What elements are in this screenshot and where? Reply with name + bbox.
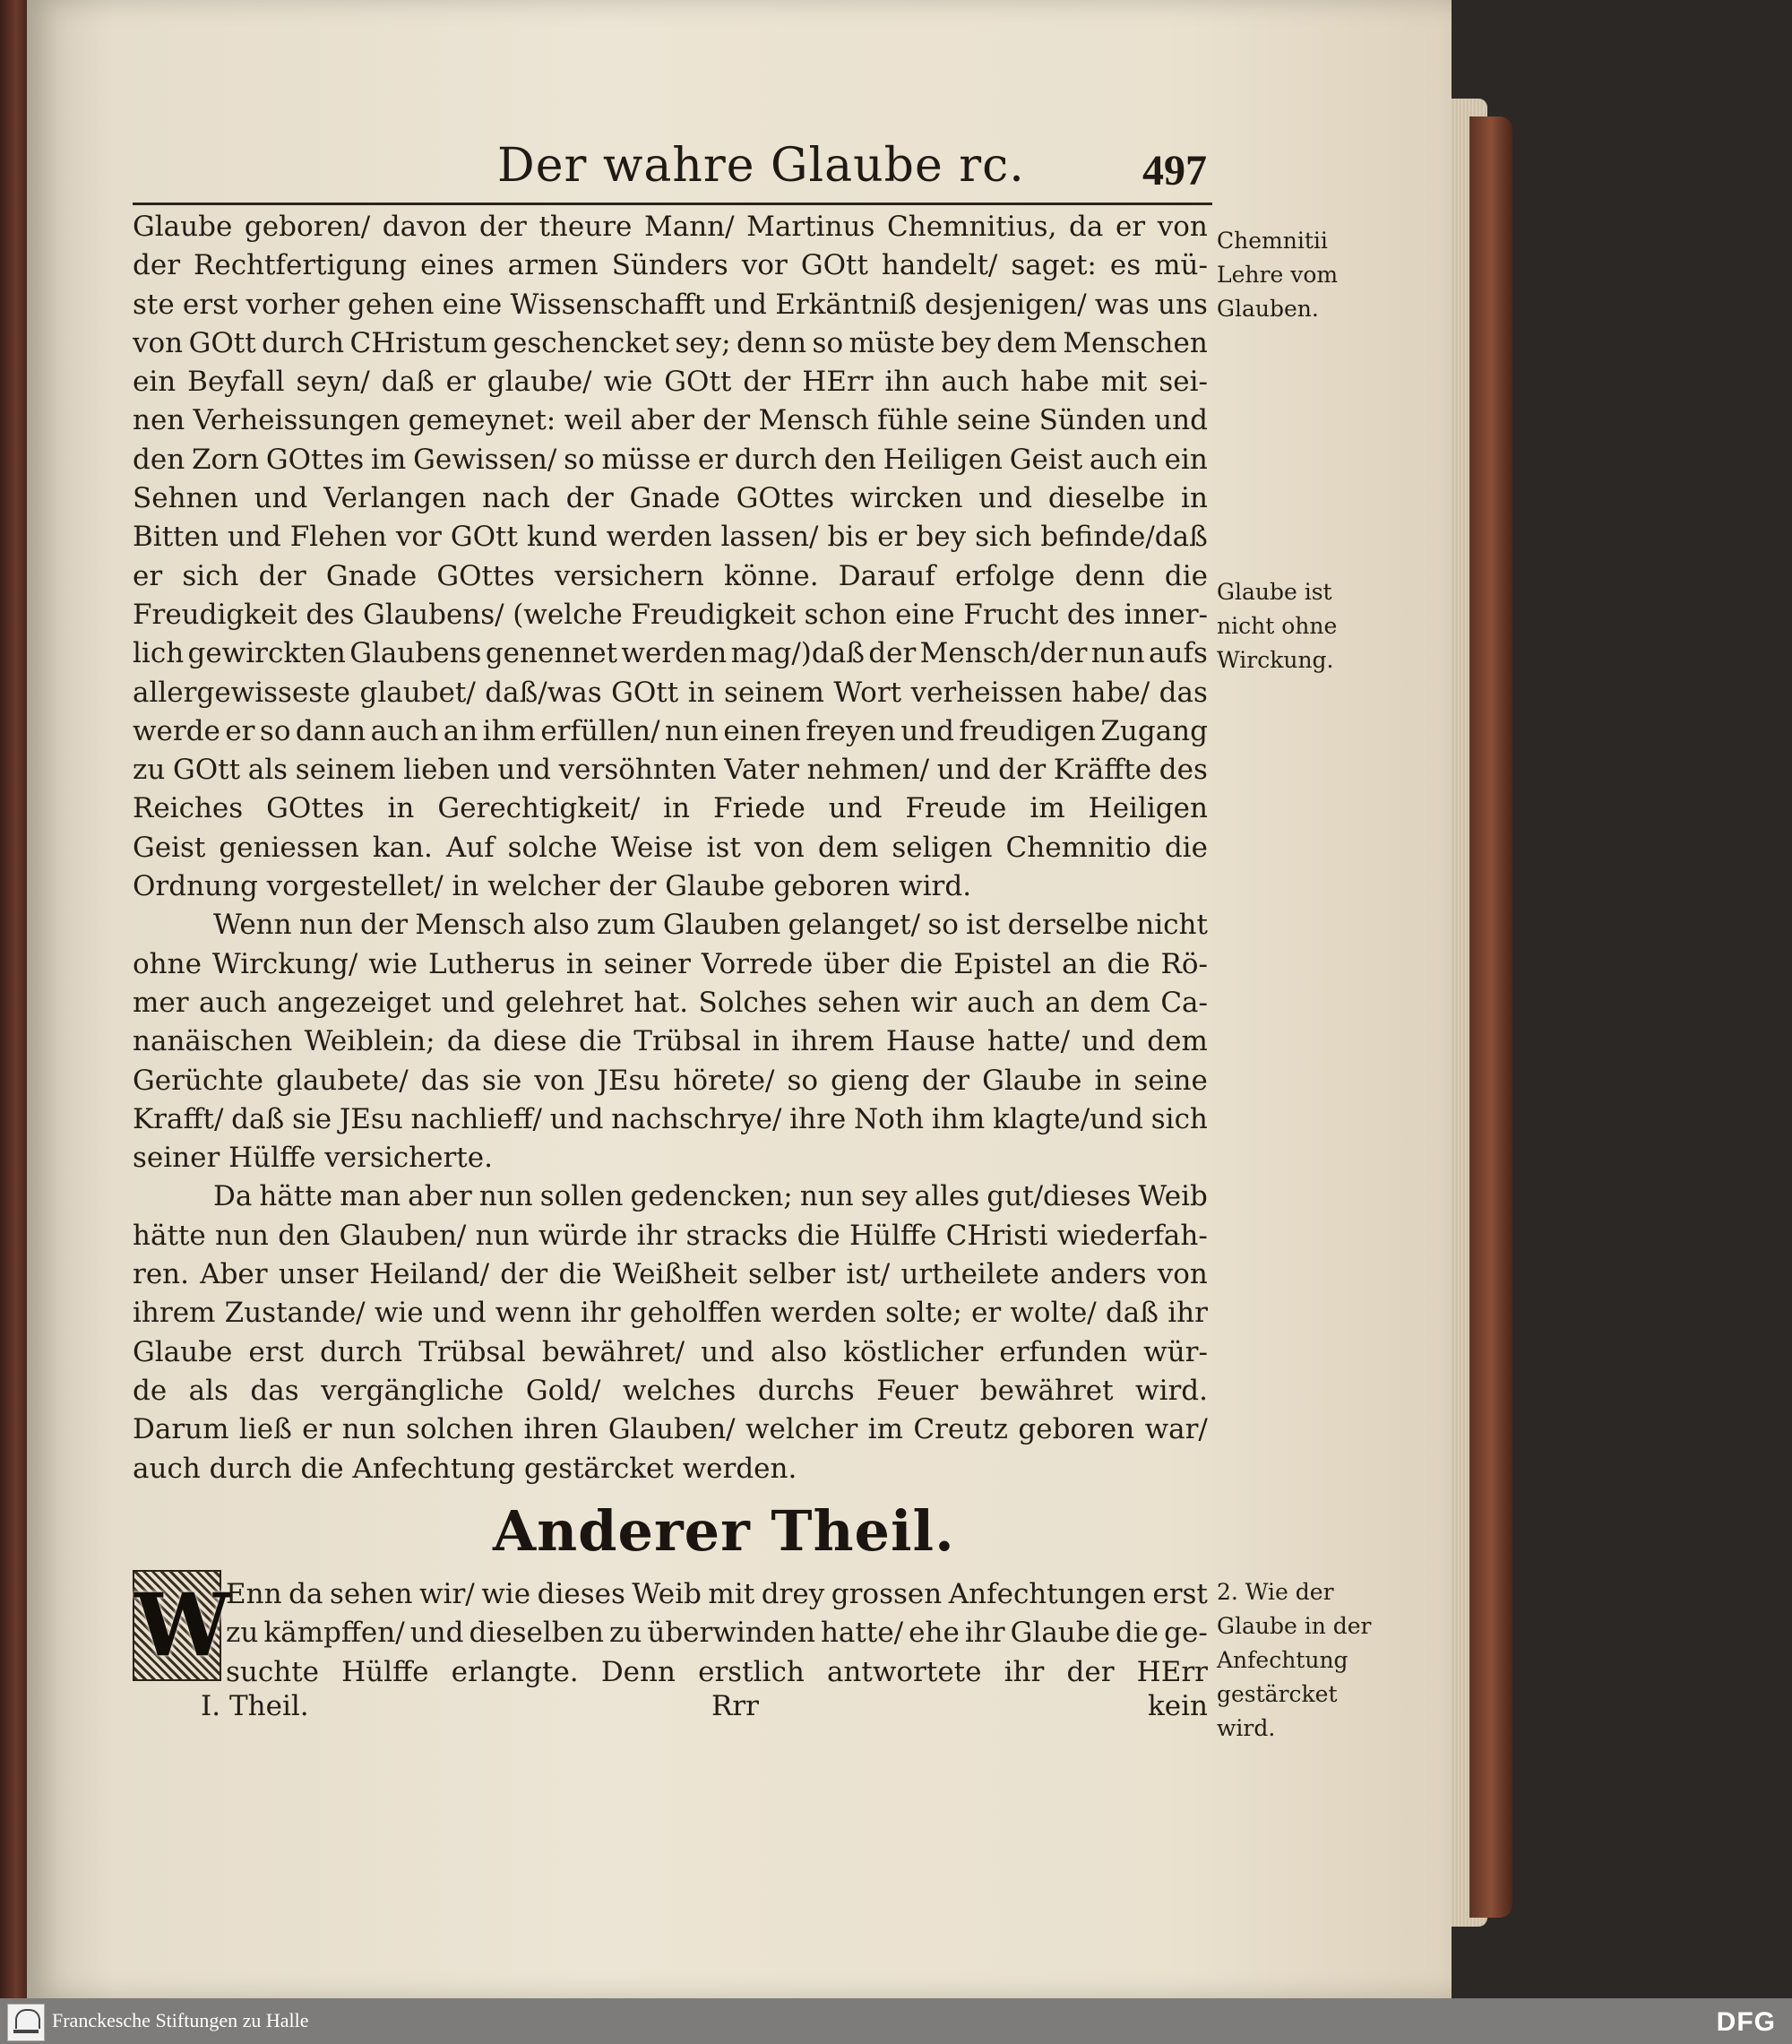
margin-note-line: Wirckung.	[1217, 647, 1334, 673]
text-line: den Zorn GOttes im Gewissen/ so müsse er durch den Heiligen Geist auch ein	[133, 443, 1208, 476]
text-line: seiner Hülffe versicherte.	[133, 1142, 493, 1175]
text-line: nen Verheissungen gemeynet: weil aber der Mensch fühle seine Sünden und	[133, 404, 1208, 437]
viewer-bottom-bar	[0, 1998, 1792, 2044]
text-line: Gerüchte glaubete/ das sie von JEsu hörete/ so gieng der Glaube in seine	[133, 1064, 1208, 1097]
text-line: lich gewirckten Glaubens genennet werden mag/)daß der Mensch/der nun aufs	[133, 637, 1208, 670]
text-line: Glaube geboren/ davon der theure Mann/ Martinus Chemnitius, da er von	[133, 211, 1208, 243]
catchword: kein	[1147, 1690, 1208, 1722]
signature-left: I. Theil.	[201, 1690, 309, 1722]
text-line: der Rechtfertigung eines armen Sünders vor GOtt handelt/ saget: es mü-	[133, 249, 1208, 282]
text-line: Ordnung vorgestellet/ in welcher der Glaube geboren wird.	[133, 870, 972, 903]
text-line: suchte Hülffe erlangte. Denn erstlich antwortete ihr der HErr	[226, 1655, 1208, 1688]
running-title: Der wahre Glaube rc.	[497, 139, 1025, 193]
margin-note-line: nicht ohne	[1217, 613, 1338, 639]
text-line: ein Beyfall seyn/ daß er glaube/ wie GOtt der HErr ihn auch habe mit sei-	[133, 366, 1208, 399]
text-line: Freudigkeit des Glaubens/ (welche Freudigkeit schon eine Frucht des inner-	[133, 598, 1208, 631]
text-line: Bitten und Flehen vor GOtt kund werden lassen/ bis er bey sich befinde/daß	[133, 521, 1208, 554]
text-line: mer auch angezeiget und gelehret hat. Solches sehen wir auch an dem Ca-	[133, 986, 1208, 1019]
text-line: Sehnen und Verlangen nach der Gnade GOttes wircken und dieselbe in	[133, 482, 1208, 515]
margin-note-chemnitius	[1217, 224, 1468, 326]
text-line: Wenn nun der Mensch also zum Glauben gelanget/ so ist derselbe nicht	[213, 909, 1208, 942]
text-line: Geist geniessen kan. Auf solche Weise ist von dem seligen Chemnitio die	[133, 831, 1208, 864]
page-number: 497	[1142, 147, 1207, 194]
book-page	[27, 0, 1452, 1998]
text-line: Reiches GOttes in Gerechtigkeit/ in Friede und Freude im Heiligen	[133, 792, 1208, 825]
text-line: de als das vergängliche Gold/ welches durchs Feuer bewähret wird.	[133, 1374, 1208, 1407]
text-line: ihrem Zustande/ wie und wenn ihr geholffen werden solte; er wolte/ daß ihr	[133, 1297, 1208, 1330]
initial-letter: W	[134, 1574, 231, 1676]
book-cover-right	[1469, 116, 1512, 1918]
header-rule	[133, 203, 1212, 205]
section-text	[226, 1575, 1208, 1692]
margin-note-line: wird.	[1217, 1715, 1276, 1741]
text-line: hätte nun den Glauben/ nun würde ihr stracks die Hülffe CHristi wiederfah-	[133, 1219, 1208, 1252]
dfg-logo: DFG	[1716, 2007, 1776, 2037]
text-line: Da hätte man aber nun sollen gedencken; nun sey alles gut/dieses Weib	[213, 1180, 1208, 1213]
text-line: ren. Aber unser Heiland/ der die Weißheit selber ist/ urtheilete anders von	[133, 1258, 1208, 1291]
margin-note-wirckung	[1217, 575, 1468, 677]
text-line: auch durch die Anfechtung gestärcket werden.	[133, 1452, 797, 1485]
text-line: Darum ließ er nun solchen ihren Glauben/ welcher im Creutz geboren war/	[133, 1413, 1208, 1446]
body-text	[133, 208, 1208, 1488]
margin-note-line: 2. Wie der	[1217, 1579, 1334, 1605]
section-title: Anderer Theil.	[493, 1498, 955, 1564]
text-line: allergewisseste glaubet/ daß/was GOtt in seinem Wort verheissen habe/ das	[133, 676, 1208, 709]
text-line: ste erst vorher gehen eine Wissenschafft und Erkäntniß desjenigen/ was uns	[133, 288, 1208, 321]
decorated-initial	[133, 1570, 231, 1681]
running-head	[497, 139, 1214, 202]
page-footer	[201, 1690, 1208, 1735]
institution-label: Franckesche Stiftungen zu Halle	[52, 2009, 309, 2031]
margin-note-line: gestärcket	[1217, 1681, 1338, 1707]
text-line: Glaube erst durch Trübsal bewähret/ und also köstlicher erfunden wür-	[133, 1335, 1208, 1368]
institution-logo-icon	[7, 2004, 45, 2041]
margin-note-line: Glauben.	[1217, 296, 1319, 322]
text-line: nanäischen Weiblein; da diese die Trübsal in ihrem Hause hatte/ und dem	[133, 1025, 1208, 1058]
text-line: von GOtt durch CHristum geschencket sey; denn so müste bey dem Menschen	[133, 326, 1208, 359]
text-line: ohne Wirckung/ wie Lutherus in seiner Vorrede über die Epistel an die Rö-	[133, 947, 1208, 980]
margin-note-line: Chemnitii	[1217, 228, 1328, 254]
text-line: zu kämpffen/ und dieselben zu überwinden hatte/ ehe ihr Glaube die ge-	[226, 1617, 1208, 1650]
signature-mark: Rrr	[711, 1690, 759, 1722]
text-line: er sich der Gnade GOttes versichern könne. Darauf erfolge denn die	[133, 559, 1208, 592]
margin-note-anfechtung	[1217, 1575, 1468, 1746]
margin-note-line: Lehre vom	[1217, 262, 1339, 288]
margin-note-line: Anfechtung	[1217, 1647, 1348, 1673]
text-line: Enn da sehen wir/ wie dieses Weib mit drey grossen Anfechtungen erst	[226, 1578, 1208, 1610]
text-line: zu GOtt als seinem lieben und versöhnten Vater nehmen/ und der Kräffte des	[133, 754, 1208, 787]
text-line: Krafft/ daß sie JEsu nachlieff/ und nachschrye/ ihre Noth ihm klagte/und sich	[133, 1102, 1208, 1135]
margin-note-line: Glaube ist	[1217, 579, 1332, 605]
text-line: werde er so dann auch an ihm erfüllen/ nun einen freyen und freudigen Zugang	[133, 714, 1208, 747]
margin-note-line: Glaube in der	[1217, 1613, 1372, 1639]
